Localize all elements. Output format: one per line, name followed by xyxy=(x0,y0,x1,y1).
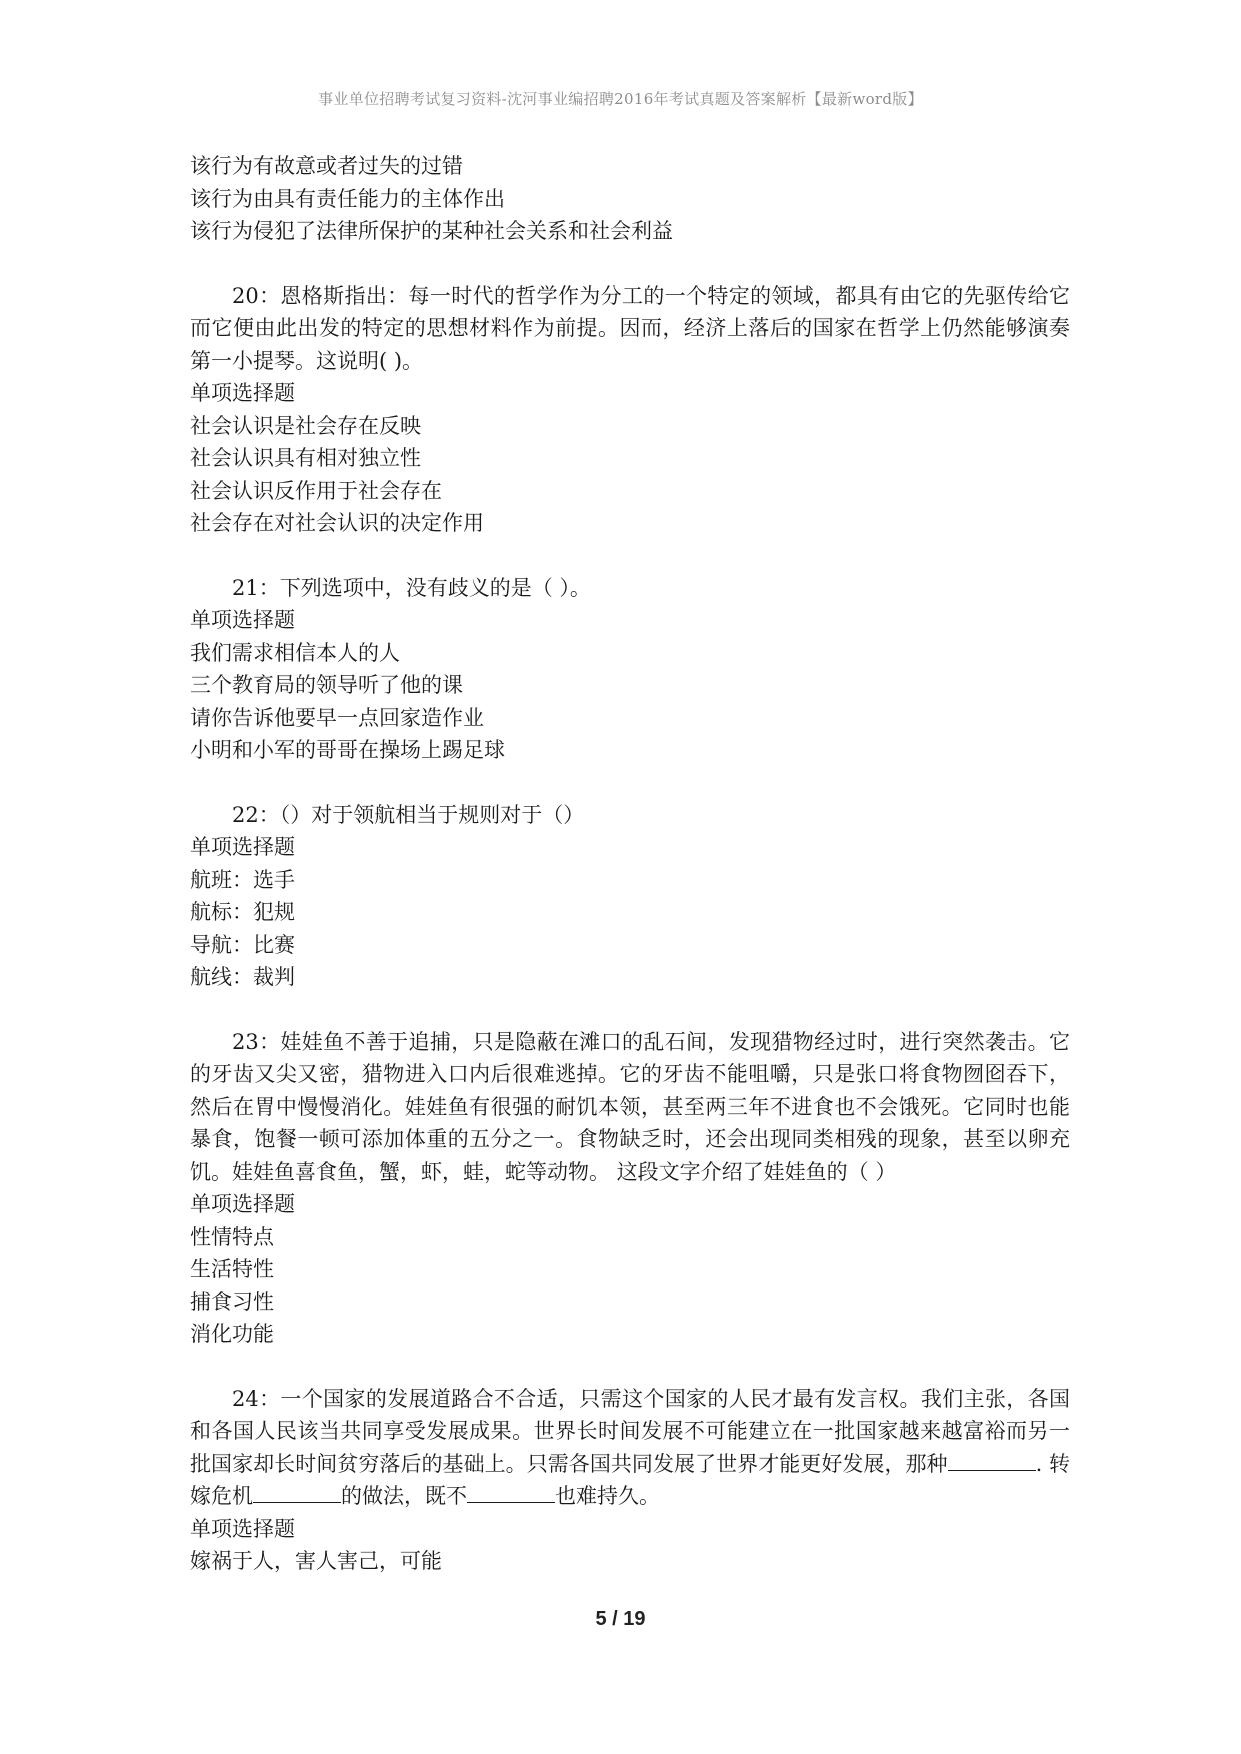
option-item: 性情特点 xyxy=(190,1224,274,1249)
option-item: 社会认识是社会存在反映 xyxy=(190,413,421,438)
option-item: 该行为由具有责任能力的主体作出 xyxy=(190,186,505,211)
question-23 xyxy=(190,1026,1070,1351)
question-text-part: . 转嫁危机 xyxy=(190,1451,1070,1508)
question-type: 单项选择题 xyxy=(190,381,295,405)
question-text: 22：（）对于领航相当于规则对于（） xyxy=(232,802,585,827)
option-item: 该行为侵犯了法律所保护的某种社会关系和社会利益 xyxy=(190,219,673,243)
question-text: 20：恩格斯指出：每一时代的哲学作为分工的一个特定的领域，都具有由它的先驱传给它而它便由此出发的特定的思想材料作为前提。因而，经济上落后的国家在哲学上仍然能够演奏第一小提琴。这说明( )。 xyxy=(190,283,1070,373)
question-text: 21：下列选项中，没有歧义的是（ ）。 xyxy=(232,575,591,600)
page-header: 事业单位招聘考试复习资料-沈河事业编招聘2016年考试真题及答案解析【最新word版】 xyxy=(318,90,923,108)
option-item: 导航：比赛 xyxy=(190,932,295,957)
question-text-part: 也难持久。 xyxy=(555,1484,660,1508)
previous-question-options xyxy=(190,150,1070,248)
question-text: 23：娃娃鱼不善于追捕，只是隐蔽在滩口的乱石间，发现猎物经过时，进行突然袭击。它的牙齿又尖又密，猎物进入口内后很难逃掉。它的牙齿不能咀嚼，只是张口将食物囫囵吞下，然后在胃中慢慢消化。娃娃鱼有很强的耐饥本领，甚至两三年不进食也不会饿死。它同时也能暴食，饱餐一顿可添加体重的五分之一。食物缺乏时，还会出现同类相残的现象，甚至以卵充饥。娃娃鱼喜食鱼，蟹，虾，蛙，蛇等动物。 这段文字介绍了娃娃鱼的（ ） xyxy=(190,1029,1070,1184)
question-20 xyxy=(190,280,1070,540)
option-item: 社会存在对社会认识的决定作用 xyxy=(190,511,484,535)
fill-blank xyxy=(467,1481,555,1503)
question-24 xyxy=(190,1383,1070,1578)
document-body xyxy=(190,150,1070,1578)
question-22 xyxy=(190,799,1070,994)
option-item: 航班：选手 xyxy=(190,867,295,892)
fill-blank xyxy=(948,1449,1036,1471)
question-type: 单项选择题 xyxy=(190,608,295,632)
option-item: 嫁祸于人，害人害己，可能 xyxy=(190,1549,442,1573)
option-item: 社会认识具有相对独立性 xyxy=(190,446,421,470)
page-number: 5 / 19 xyxy=(595,1608,646,1630)
question-text xyxy=(190,1383,1070,1513)
option-item: 请你告诉他要早一点回家造作业 xyxy=(190,705,484,730)
option-item: 生活特性 xyxy=(190,1257,274,1281)
option-item: 三个教育局的领导听了他的课 xyxy=(190,673,463,697)
option-item: 小明和小军的哥哥在操场上踢足球 xyxy=(190,738,505,762)
question-text-part: 24：一个国家的发展道路合不合适，只需这个国家的人民才最有发言权。我们主张，各国和各国人民该当共同享受发展成果。世界长时间发展不可能建立在一批国家越来越富裕而另一批国家却长时间贫穷落后的基础上。只需各国共同发展了世界才能更好发展，那种 xyxy=(190,1386,1070,1476)
option-item: 捕食习性 xyxy=(190,1289,274,1314)
question-type: 单项选择题 xyxy=(190,1516,295,1541)
option-item: 我们需求相信本人的人 xyxy=(190,640,400,665)
question-21 xyxy=(190,572,1070,767)
question-text-part: 的做法，既不 xyxy=(341,1484,467,1508)
fill-blank xyxy=(253,1481,341,1503)
option-item: 航线：裁判 xyxy=(190,965,295,989)
option-item: 社会认识反作用于社会存在 xyxy=(190,478,442,503)
option-item: 航标：犯规 xyxy=(190,900,295,924)
question-type: 单项选择题 xyxy=(190,835,295,859)
option-item: 该行为有故意或者过失的过错 xyxy=(190,154,463,178)
question-type: 单项选择题 xyxy=(190,1192,295,1216)
option-item: 消化功能 xyxy=(190,1322,274,1346)
